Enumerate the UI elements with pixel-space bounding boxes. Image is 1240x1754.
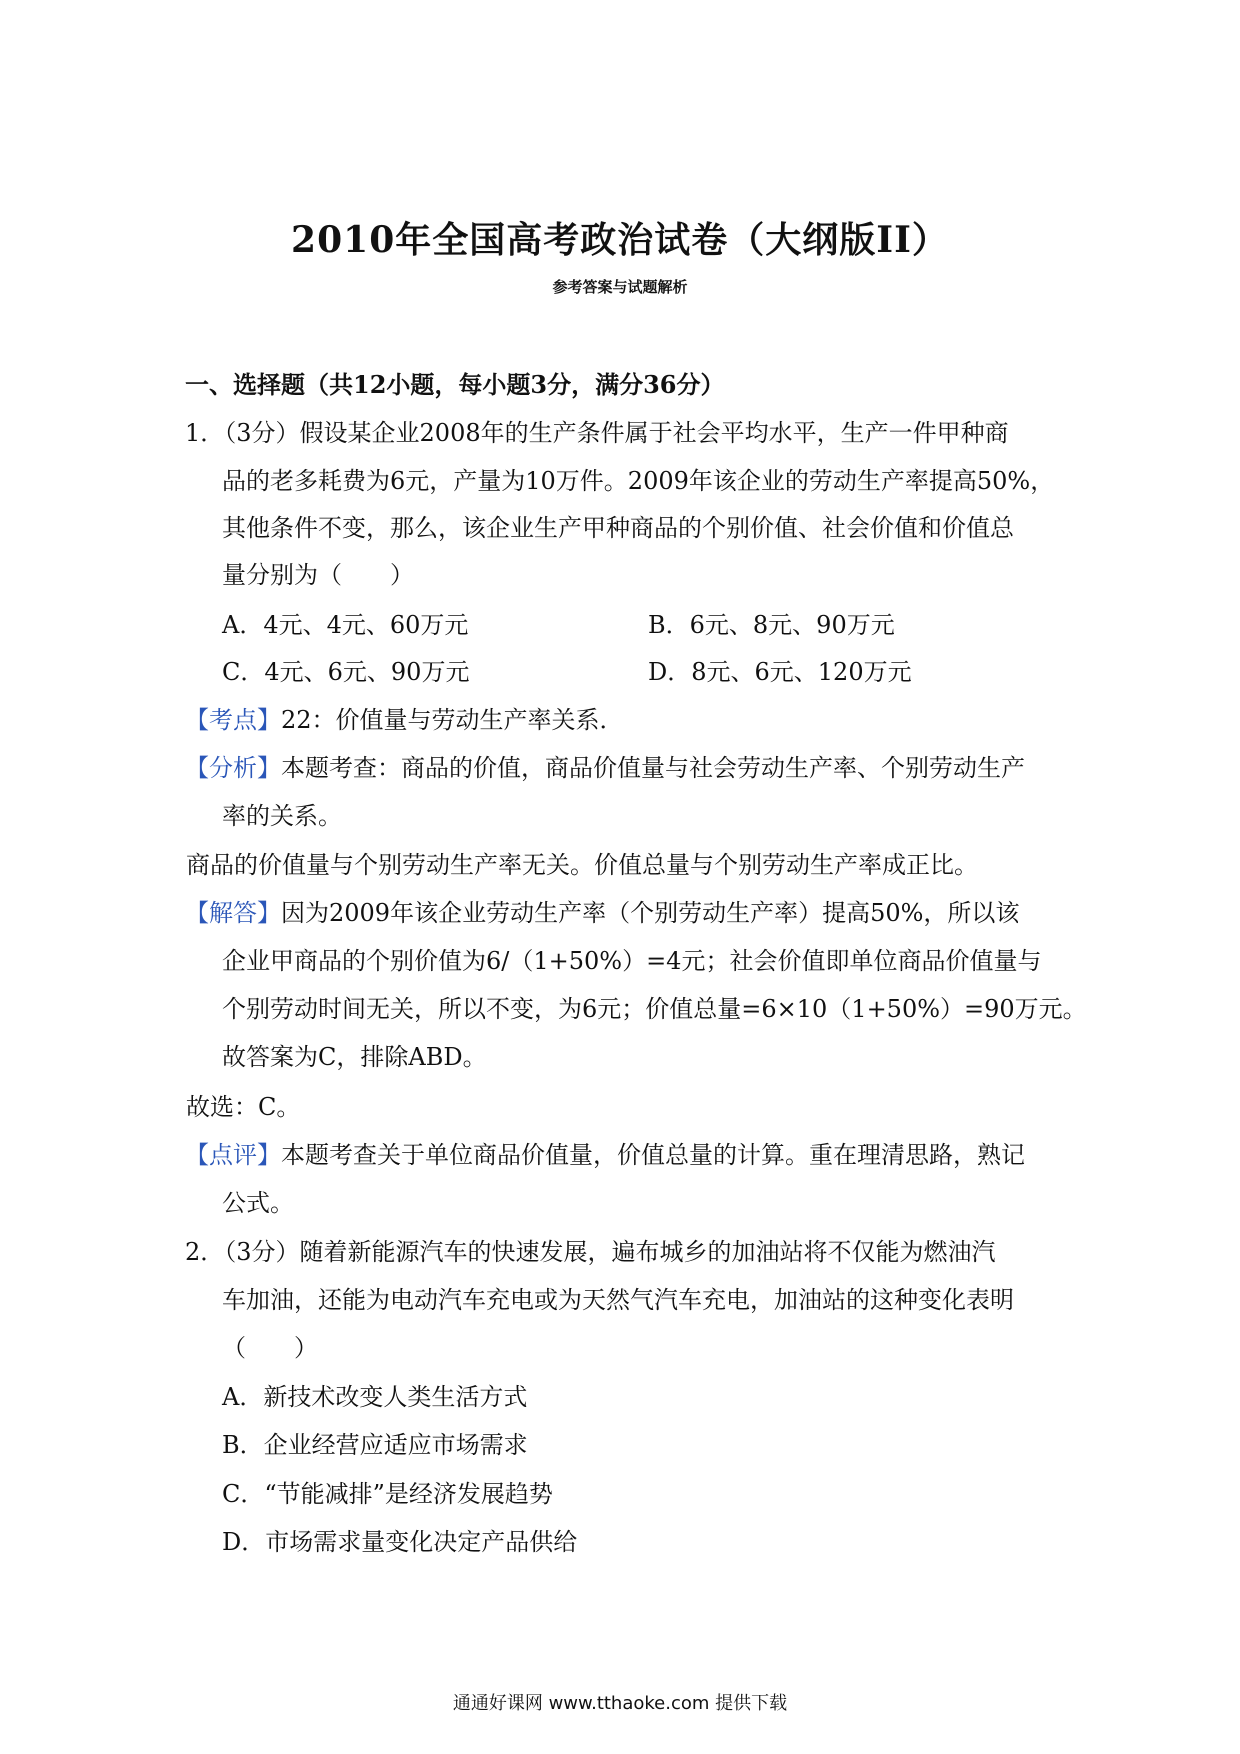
q2-option-c: C．“节能减排”是经济发展趋势 (222, 1480, 553, 1508)
jieda-tag: 【解答】 (185, 899, 281, 927)
fenxi-text-1: 本题考查：商品的价值，商品价值量与社会劳动生产率、个别劳动生产 (281, 754, 1025, 782)
page-footer: 通通好课网 www.tthaoke.com 提供下载 (452, 1693, 788, 1714)
dianping-tag: 【点评】 (185, 1141, 281, 1169)
fenxi-text-3: 商品的价值量与个别劳动生产率无关。价值总量与个别劳动生产率成正比。 (186, 851, 978, 879)
q1-option-a: A．4元、4元、60万元 (222, 611, 469, 639)
page-title: 2010年全国高考政治试卷（大纲版II） (291, 219, 949, 261)
q1-answer: 故选：C。 (186, 1093, 301, 1121)
fenxi-text-2: 率的关系。 (222, 802, 342, 830)
q2-option-d: D．市场需求量变化决定产品供给 (222, 1528, 578, 1556)
section-heading: 一、选择题（共12小题，每小题3分，满分36分） (185, 370, 725, 399)
jieda-text-4: 故答案为C，排除ABD。 (222, 1043, 487, 1071)
q1-stem-line-1: 1．（3分）假设某企业2008年的生产条件属于社会平均水平，生产一件甲种商 (185, 419, 1009, 447)
q1-fenxi (185, 753, 1025, 783)
q1-jieda (185, 898, 1019, 928)
kaodian-tag: 【考点】 (185, 706, 281, 734)
q2-option-b: B．企业经营应适应市场需求 (222, 1431, 528, 1459)
jieda-text-3: 个别劳动时间无关，所以不变，为6元；价值总量=6×10（1+50%）=90万元。 (222, 995, 1087, 1023)
q1-option-d: D．8元、6元、120万元 (648, 658, 912, 686)
q2-stem-line-2: 车加油，还能为电动汽车充电或为天然气汽车充电，加油站的这种变化表明 (222, 1286, 1014, 1314)
q2-stem-line-1: 2．（3分）随着新能源汽车的快速发展，遍布城乡的加油站将不仅能为燃油汽 (185, 1238, 996, 1266)
q1-stem-line-4: 量分别为（ ） (222, 561, 414, 589)
kaodian-text: 22：价值量与劳动生产率关系． (281, 706, 624, 734)
dianping-text-2: 公式。 (222, 1189, 294, 1217)
q1-option-c: C．4元、6元、90万元 (222, 658, 470, 686)
q2-option-a: A．新技术改变人类生活方式 (222, 1383, 528, 1411)
fenxi-tag: 【分析】 (185, 754, 281, 782)
q1-stem-line-2: 品的老多耗费为6元，产量为10万件。2009年该企业的劳动生产率提高50%， (222, 467, 1055, 495)
q1-kaodian (185, 705, 624, 735)
q1-option-b: B．6元、8元、90万元 (648, 611, 895, 639)
q1-stem-line-3: 其他条件不变，那么，该企业生产甲种商品的个别价值、社会价值和价值总 (222, 514, 1014, 542)
q2-stem-line-3: （ ） (222, 1334, 318, 1362)
jieda-text-2: 企业甲商品的个别价值为6/（1+50%）=4元；社会价值即单位商品价值量与 (222, 947, 1042, 975)
jieda-text-1: 因为2009年该企业劳动生产率（个别劳动生产率）提高50%，所以该 (281, 899, 1020, 927)
dianping-text-1: 本题考查关于单位商品价值量，价值总量的计算。重在理清思路，熟记 (281, 1141, 1025, 1169)
q1-dianping (185, 1140, 1025, 1170)
page-subtitle: 参考答案与试题解析 (552, 278, 688, 296)
